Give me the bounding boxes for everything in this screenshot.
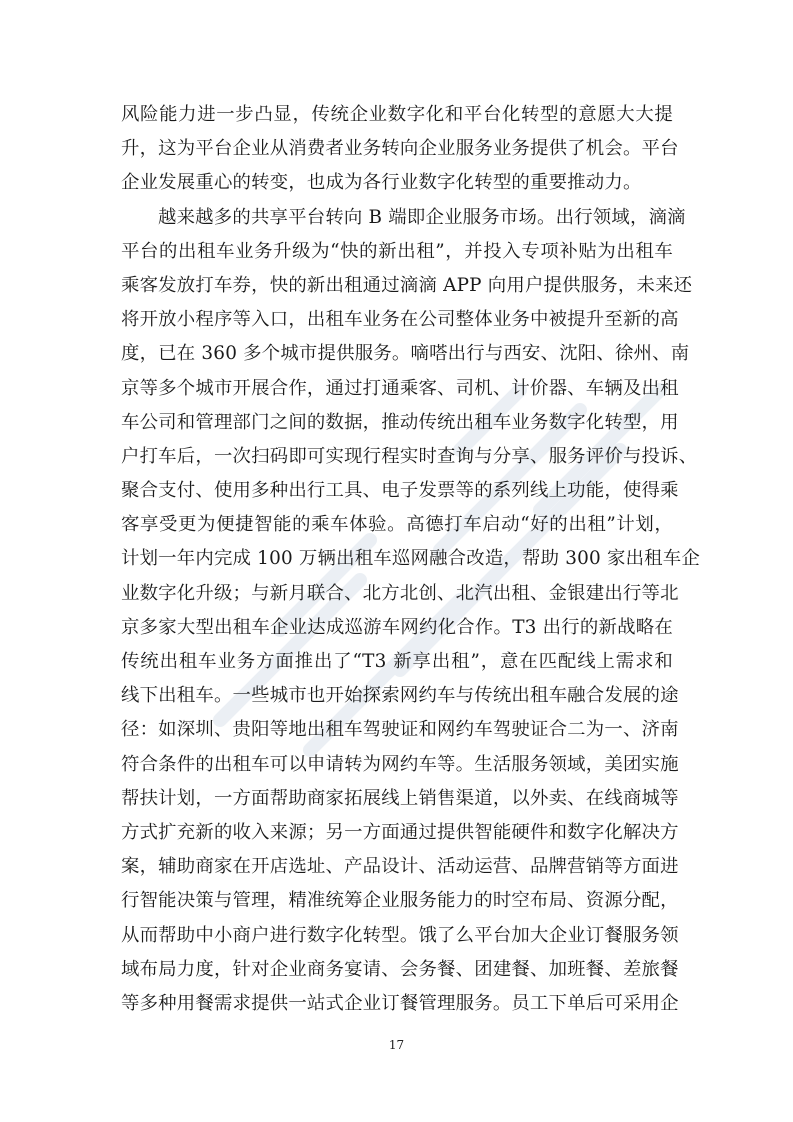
text-line: 将开放小程序等入口，出租车业务在公司整体业务中被提升至新的高: [121, 309, 679, 331]
text-line: 符合条件的出租车可以申请转为网约车等。生活服务领域，美团实施: [121, 753, 679, 775]
text-line: 越来越多的共享平台转向 B 端即企业服务市场。出行领域，滴滴: [158, 206, 686, 228]
text-line: 从而帮助中小商户进行数字化转型。饿了么平台加大企业订餐服务领: [121, 924, 679, 946]
text-line: 客享受更为便捷智能的乘车体验。高德打车启动“好的出租”计划，: [121, 514, 673, 536]
text-line: 等多种用餐需求提供一站式企业订餐管理服务。员工下单后可采用企: [121, 992, 679, 1014]
text-line: 京等多个城市开展合作，通过打通乘客、司机、计价器、车辆及出租: [121, 377, 679, 399]
text-line: 京多家大型出租车企业达成巡游车网约化合作。T3 出行的新战略在: [121, 616, 673, 638]
text-line: 度，已在 360 多个城市提供服务。嘀嗒出行与西安、沈阳、徐州、南: [121, 343, 690, 365]
text-line: 线下出租车。一些城市也开始探索网约车与传统出租车融合发展的途: [121, 685, 679, 707]
text-line: 业数字化升级；与新月联合、北方北创、北汽出租、金银建出行等北: [121, 582, 679, 604]
text-line: 车公司和管理部门之间的数据，推动传统出租车业务数字化转型，用: [121, 411, 679, 433]
text-line: 案，辅助商家在开店选址、产品设计、活动运营、品牌营销等方面进: [121, 856, 679, 878]
text-line: 帮扶计划，一方面帮助商家拓展线上销售渠道，以外卖、在线商城等: [121, 787, 679, 809]
text-line: 平台的出租车业务升级为“快的新出租”，并投入专项补贴为出租车: [121, 240, 673, 262]
text-line: 企业发展重心的转变，也成为各行业数字化转型的重要推动力。: [121, 172, 642, 194]
text-line: 计划一年内完成 100 万辆出租车巡网融合改造，帮助 300 家出租车企: [121, 548, 700, 570]
text-line: 径：如深圳、贵阳等地出租车驾驶证和网约车驾驶证合二为一、济南: [121, 719, 679, 741]
text-line: 传统出租车业务方面推出了“T3 新享出租”，意在匹配线上需求和: [121, 651, 673, 672]
text-line: 域布局力度，针对企业商务宴请、会务餐、团建餐、加班餐、差旅餐: [121, 958, 679, 980]
text-line: 行智能决策与管理，精准统筹企业服务能力的时空布局、资源分配，: [121, 890, 679, 912]
page-number: 17: [388, 1038, 405, 1052]
text-line: 户打车后，一次扫码即可实现行程实时查询与分享、服务评价与投诉、: [121, 445, 698, 467]
text-line: 聚合支付、使用多种出行工具、电子发票等的系列线上功能，使得乘: [121, 480, 679, 502]
text-line: 升，这为平台企业从消费者业务转向企业服务业务提供了机会。平台: [121, 138, 679, 160]
text-line: 风险能力进一步凸显，传统企业数字化和平台化转型的意愿大大提: [121, 104, 673, 125]
text-line: 方式扩充新的收入来源；另一方面通过提供智能硬件和数字化解决方: [121, 821, 679, 843]
body-text: [121, 98, 700, 1021]
text-line: 乘客发放打车券，快的新出租通过滴滴 APP 向用户提供服务，未来还: [121, 274, 693, 296]
